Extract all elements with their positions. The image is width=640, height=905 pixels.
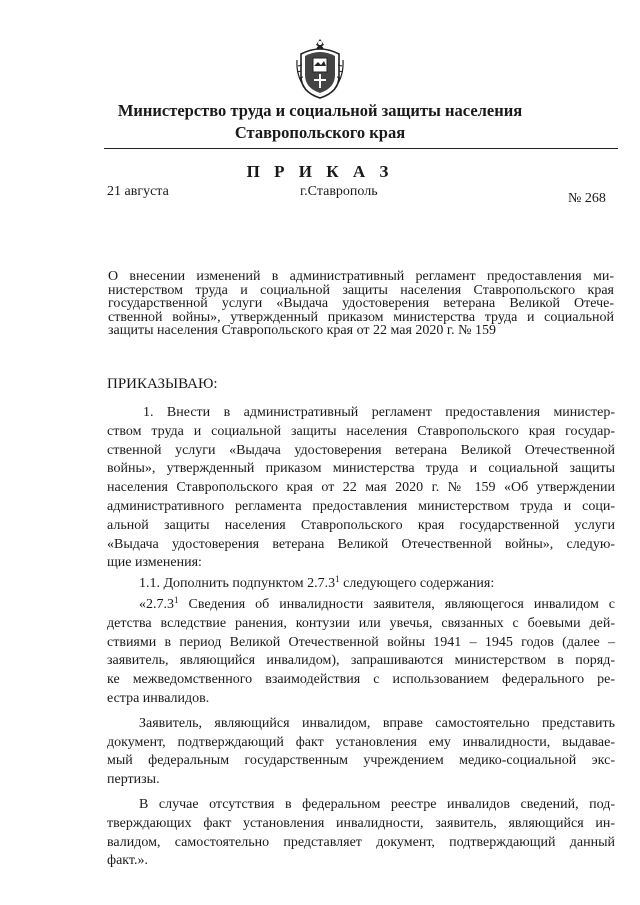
paragraph-line: щие изменения: bbox=[107, 555, 202, 571]
superscript: 1 bbox=[174, 594, 179, 605]
paragraph-line: заявитель, являющийся инвалидом), запрашиваются министерством в поряд- bbox=[107, 653, 615, 669]
ministry-name bbox=[0, 100, 640, 144]
order-city: г.Ставрополь bbox=[300, 184, 378, 199]
header-divider bbox=[104, 148, 618, 149]
paragraph-line bbox=[107, 575, 615, 594]
coat-of-arms-emblem bbox=[295, 36, 345, 100]
paragraph-2-7-3 bbox=[107, 596, 615, 709]
paragraph-line: «Выдача удостоверения ветерана Великой Отечественной войны», следую- bbox=[107, 536, 615, 552]
paragraph-1 bbox=[107, 404, 615, 573]
paragraph-line: административного регламента предоставления министерством труда и соци- bbox=[107, 498, 615, 514]
order-body bbox=[107, 404, 615, 873]
ministry-name-line1: Министерство труда и социальной защиты населения bbox=[117, 101, 523, 120]
paragraph-line: детства вследствие ранения, контузии или увечья, связанных с боевыми дей- bbox=[107, 615, 615, 631]
subject-line: О внесении изменений в административный регламент предоставления ми- bbox=[108, 269, 614, 284]
paragraph-1-1 bbox=[107, 575, 615, 594]
paragraph-line: населения Ставропольского края от 22 мая 2020 г. № 159 «Об утверждении bbox=[107, 480, 615, 496]
paragraph-line: В случае отсутствия в федеральном реестре инвалидов сведений, под- bbox=[139, 796, 615, 812]
superscript: 1 bbox=[335, 574, 340, 585]
ministry-name-line2: Ставропольского края bbox=[234, 123, 406, 142]
ordering-word: ПРИКАЗЫВАЮ: bbox=[107, 376, 218, 392]
paragraph-applicant bbox=[107, 715, 615, 790]
order-subject bbox=[108, 270, 614, 338]
order-date: 21 августа bbox=[107, 184, 169, 199]
subject-line: государственной услуги «Выдача удостоверения ветерана Великой Отече- bbox=[108, 296, 614, 311]
paragraph-line: ством труда и социальной защиты населения Ставропольского края государ- bbox=[107, 423, 615, 439]
order-number: № 268 bbox=[568, 191, 606, 206]
paragraph-line: войны», утвержденный приказом министерства труда и социальной защиты bbox=[107, 461, 615, 477]
subclause-text: 1.1. Дополнить подпунктом 2.7.3 bbox=[139, 576, 336, 592]
subject-line: нистерством труда и социальной защиты населения Ставропольского края bbox=[108, 282, 614, 298]
paragraph-line: валидом, самостоятельно представляет документ, подтверждающий данный bbox=[107, 834, 615, 850]
paragraph-line: тверждающих факт установления инвалидности, заявитель, являющийся ин- bbox=[107, 815, 615, 831]
paragraph-line: Заявитель, являющийся инвалидом, вправе самостоятельно представить bbox=[139, 715, 615, 731]
paragraph-line: альной защиты населения Ставропольского края государственной услуги bbox=[107, 517, 615, 533]
subject-line: ственной войны», утвержденный приказом министерства труда и социальной bbox=[108, 309, 614, 325]
paragraph-line: документ, подтверждающий факт установления ему инвалидности, выдавае- bbox=[107, 734, 615, 750]
order-title: П Р И К А З bbox=[246, 162, 394, 181]
paragraph-line: ствиями в период Великой Отечественной войны 1941 – 1945 годов (далее – bbox=[107, 634, 615, 650]
paragraph-line: пертизы. bbox=[107, 772, 160, 788]
clause-first-line-tail: Сведения об инвалидности заявителя, являющегося инвалидом с bbox=[178, 596, 615, 612]
paragraph-line: естра инвалидов. bbox=[107, 690, 210, 706]
subclause-tail: следующего содержания: bbox=[339, 576, 495, 592]
paragraph-line: ственной услуги «Выдача удостоверения ветерана Великой Отечественной bbox=[107, 442, 615, 458]
paragraph-line: 1. Внести в административный регламент предоставления министер- bbox=[143, 405, 615, 420]
subject-line: защиты населения Ставропольского края от 22 мая 2020 г. № 159 bbox=[108, 323, 496, 338]
paragraph-absence bbox=[107, 796, 615, 871]
paragraph-line bbox=[107, 596, 615, 615]
clause-start: «2.7.3 bbox=[139, 596, 174, 612]
paragraph-line: ке межведомственного взаимодействия с использованием федерального ре- bbox=[107, 672, 615, 688]
paragraph-line: мый федеральным государственным учреждением медико-социальной экс- bbox=[107, 753, 615, 769]
paragraph-line: факт.». bbox=[107, 853, 148, 869]
